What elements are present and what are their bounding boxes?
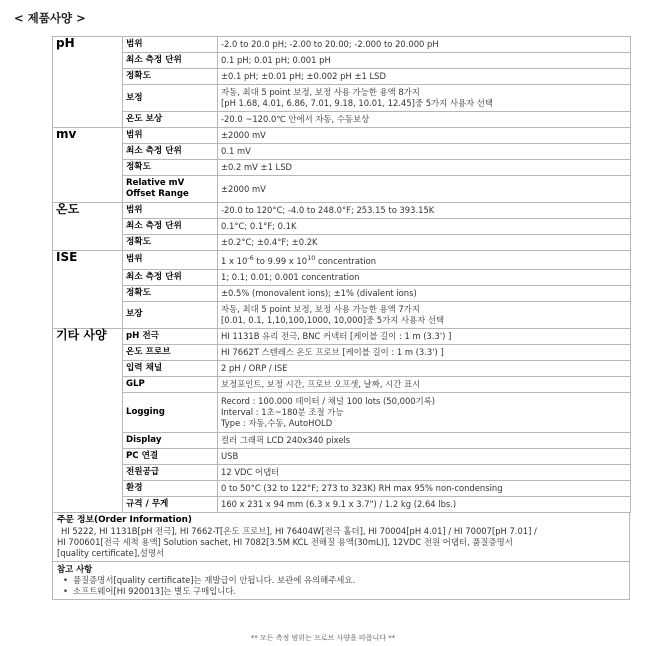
row-label: 범위 bbox=[123, 251, 218, 270]
row-value bbox=[218, 392, 631, 432]
table-row bbox=[53, 128, 631, 144]
row-label: 최소 측정 단위 bbox=[123, 219, 218, 235]
table-row bbox=[53, 53, 631, 69]
row-label: 환경 bbox=[123, 480, 218, 496]
row-label: 범위 bbox=[123, 37, 218, 53]
row-label: 정확도 bbox=[123, 285, 218, 301]
row-label: 전원공급 bbox=[123, 464, 218, 480]
row-value: -20.0 ~120.0℃ 안에서 자동, 수동보상 bbox=[218, 112, 631, 128]
exponent: 10 bbox=[307, 254, 316, 262]
table-row bbox=[53, 328, 631, 344]
row-value: 0 to 50°C (32 to 122°F; 273 to 323K) RH max 95% non-condensing bbox=[218, 480, 631, 496]
category-temperature: 온도 bbox=[53, 203, 123, 251]
row-value: 컬러 그래픽 LCD 240x340 pixels bbox=[218, 432, 631, 448]
value-line: [0.01, 0.1, 1,10,100,1000, 10,000]중 5가지 사용자 선택 bbox=[221, 314, 445, 325]
table-row bbox=[53, 85, 631, 112]
row-value: -2.0 to 20.0 pH; -2.00 to 20.00; -2.000 to 20.000 pH bbox=[218, 37, 631, 53]
row-value: ±2000 mV bbox=[218, 128, 631, 144]
value-part: concentration bbox=[315, 255, 377, 266]
footer-note: ** 모든 측정 범위는 프로브 사양을 따릅니다 ** bbox=[250, 634, 396, 642]
table-row bbox=[53, 176, 631, 203]
row-label bbox=[123, 176, 218, 203]
table-row bbox=[53, 344, 631, 360]
row-value bbox=[218, 85, 631, 112]
table-row bbox=[53, 464, 631, 480]
table-row bbox=[53, 160, 631, 176]
row-label: 입력 채널 bbox=[123, 360, 218, 376]
row-value: 2 pH / ORP / ISE bbox=[218, 360, 631, 376]
notes-heading: 참고 사항 bbox=[57, 563, 93, 574]
spec-table bbox=[52, 36, 631, 513]
table-row bbox=[53, 392, 631, 432]
row-label: 범위 bbox=[123, 128, 218, 144]
list-item bbox=[57, 586, 625, 597]
value-part: to 9.99 x 10 bbox=[253, 255, 308, 266]
value-part: 1 x 10 bbox=[221, 255, 248, 266]
row-value: 0.1 mV bbox=[218, 144, 631, 160]
note-text: 품질증명서[quality certificate]는 재발급이 안됩니다. 보관에 유의해주세요. bbox=[73, 574, 356, 585]
row-value: 0.1°C; 0.1°F; 0.1K bbox=[218, 219, 631, 235]
row-label: pH 전극 bbox=[123, 328, 218, 344]
row-label: PC 연결 bbox=[123, 448, 218, 464]
notes-section bbox=[52, 562, 630, 600]
row-value: USB bbox=[218, 448, 631, 464]
value-line: 자동, 최대 5 point 보정, 보정 사용 가능한 용액 8가지 bbox=[221, 87, 420, 97]
value-line: Interval : 1초~180분 조절 가능 bbox=[221, 406, 344, 417]
row-label: 온도 프로브 bbox=[123, 344, 218, 360]
table-row bbox=[53, 219, 631, 235]
row-value: ±0.5% (monovalent ions); ±1% (divalent ions) bbox=[218, 285, 631, 301]
row-label: 정확도 bbox=[123, 69, 218, 85]
table-row bbox=[53, 269, 631, 285]
order-line: HI 5222, HI 1131B[pH 전극], HI 7662-T[온도 프로브], HI 76404W[전극 홀더], HI 70004[pH 4.01] / HI 70007[pH 7.01] / bbox=[61, 525, 537, 536]
order-line: [quality certificate],설명서 bbox=[57, 547, 165, 558]
table-row bbox=[53, 448, 631, 464]
value-line: [pH 1.68, 4.01, 6.86, 7.01, 9.18, 10.01, 12.45]중 5가지 사용자 선택 bbox=[221, 98, 493, 108]
row-label: 보정 bbox=[123, 85, 218, 112]
category-other: 기타 사양 bbox=[53, 328, 123, 512]
spec-sheet bbox=[52, 36, 630, 600]
table-row bbox=[53, 144, 631, 160]
row-value: ±0.2°C; ±0.4°F; ±0.2K bbox=[218, 235, 631, 251]
row-label: 정확도 bbox=[123, 235, 218, 251]
row-value: 12 VDC 어댑터 bbox=[218, 464, 631, 480]
row-value: 1; 0.1; 0.01; 0.001 concentration bbox=[218, 269, 631, 285]
row-value: ±0.1 pH; ±0.01 pH; ±0.002 pH ±1 LSD bbox=[218, 69, 631, 85]
table-row bbox=[53, 285, 631, 301]
table-row bbox=[53, 480, 631, 496]
table-row bbox=[53, 301, 631, 328]
table-row bbox=[53, 496, 631, 512]
bullet-icon: • bbox=[63, 585, 68, 596]
order-heading: 주문 정보(Order Information) bbox=[57, 514, 192, 525]
row-label: 범위 bbox=[123, 203, 218, 219]
table-row bbox=[53, 251, 631, 270]
row-value: 0.1 pH; 0.01 pH; 0.001 pH bbox=[218, 53, 631, 69]
category-ise: ISE bbox=[53, 251, 123, 329]
row-label: 최소 측정 단위 bbox=[123, 53, 218, 69]
order-information bbox=[52, 513, 630, 562]
value-line: Record : 100.000 데이터 / 채널 100 lots (50,000기록) bbox=[221, 395, 436, 406]
value-line: Type : 자동,수동, AutoHOLD bbox=[221, 417, 333, 428]
row-label: 보장 bbox=[123, 301, 218, 328]
row-label: GLP bbox=[123, 376, 218, 392]
row-value: -20.0 to 120°C; -4.0 to 248.0°F; 253.15 to 393.15K bbox=[218, 203, 631, 219]
table-row bbox=[53, 360, 631, 376]
label-line: Offset Range bbox=[126, 189, 189, 199]
table-row bbox=[53, 203, 631, 219]
row-value: 보정포인트, 보정 시간, 프로브 오프셋, 날짜, 시간 표시 bbox=[218, 376, 631, 392]
order-line: HI 700601[전극 세척 용액] Solution sachet, HI 7082[3.5M KCL 전해질 용액(30mL)], 12VDC 전원 어댑터, 품질증명서 bbox=[57, 536, 513, 547]
row-label: 온도 보상 bbox=[123, 112, 218, 128]
row-value: ±2000 mV bbox=[218, 176, 631, 203]
list-item bbox=[57, 575, 625, 586]
row-label: 최소 측정 단위 bbox=[123, 269, 218, 285]
value-line: 자동, 최대 5 point 보정, 보정 사용 가능한 용액 7가지 bbox=[221, 303, 420, 314]
row-value bbox=[218, 251, 631, 270]
row-value: 160 x 231 x 94 mm (6.3 x 9.1 x 3.7") / 1.2 kg (2.64 lbs.) bbox=[218, 496, 631, 512]
category-ph: pH bbox=[53, 37, 123, 128]
category-mv: mv bbox=[53, 128, 123, 203]
row-label: 최소 측정 단위 bbox=[123, 144, 218, 160]
table-row bbox=[53, 432, 631, 448]
table-row bbox=[53, 112, 631, 128]
row-label: 정확도 bbox=[123, 160, 218, 176]
row-label: 규격 / 무게 bbox=[123, 496, 218, 512]
row-value: HI 1131B 유리 전극, BNC 커넥터 [케이블 길이 : 1 m (3.3') ] bbox=[218, 328, 631, 344]
row-value: ±0.2 mV ±1 LSD bbox=[218, 160, 631, 176]
row-value bbox=[218, 301, 631, 328]
row-value: HI 7662T 스텐레스 온도 프로브 [케이블 길이 : 1 m (3.3') ] bbox=[218, 344, 631, 360]
table-row bbox=[53, 37, 631, 53]
exponent: -6 bbox=[247, 254, 254, 262]
note-text: 소프트웨어[HI 920013]는 별도 구매입니다. bbox=[73, 585, 237, 596]
row-label: Display bbox=[123, 432, 218, 448]
row-label: Logging bbox=[123, 392, 218, 432]
table-row bbox=[53, 69, 631, 85]
table-row bbox=[53, 376, 631, 392]
label-line: Relative mV bbox=[126, 178, 185, 188]
page-title: < 제품사양 > bbox=[14, 11, 86, 25]
table-row bbox=[53, 235, 631, 251]
bullet-icon: • bbox=[63, 574, 68, 585]
